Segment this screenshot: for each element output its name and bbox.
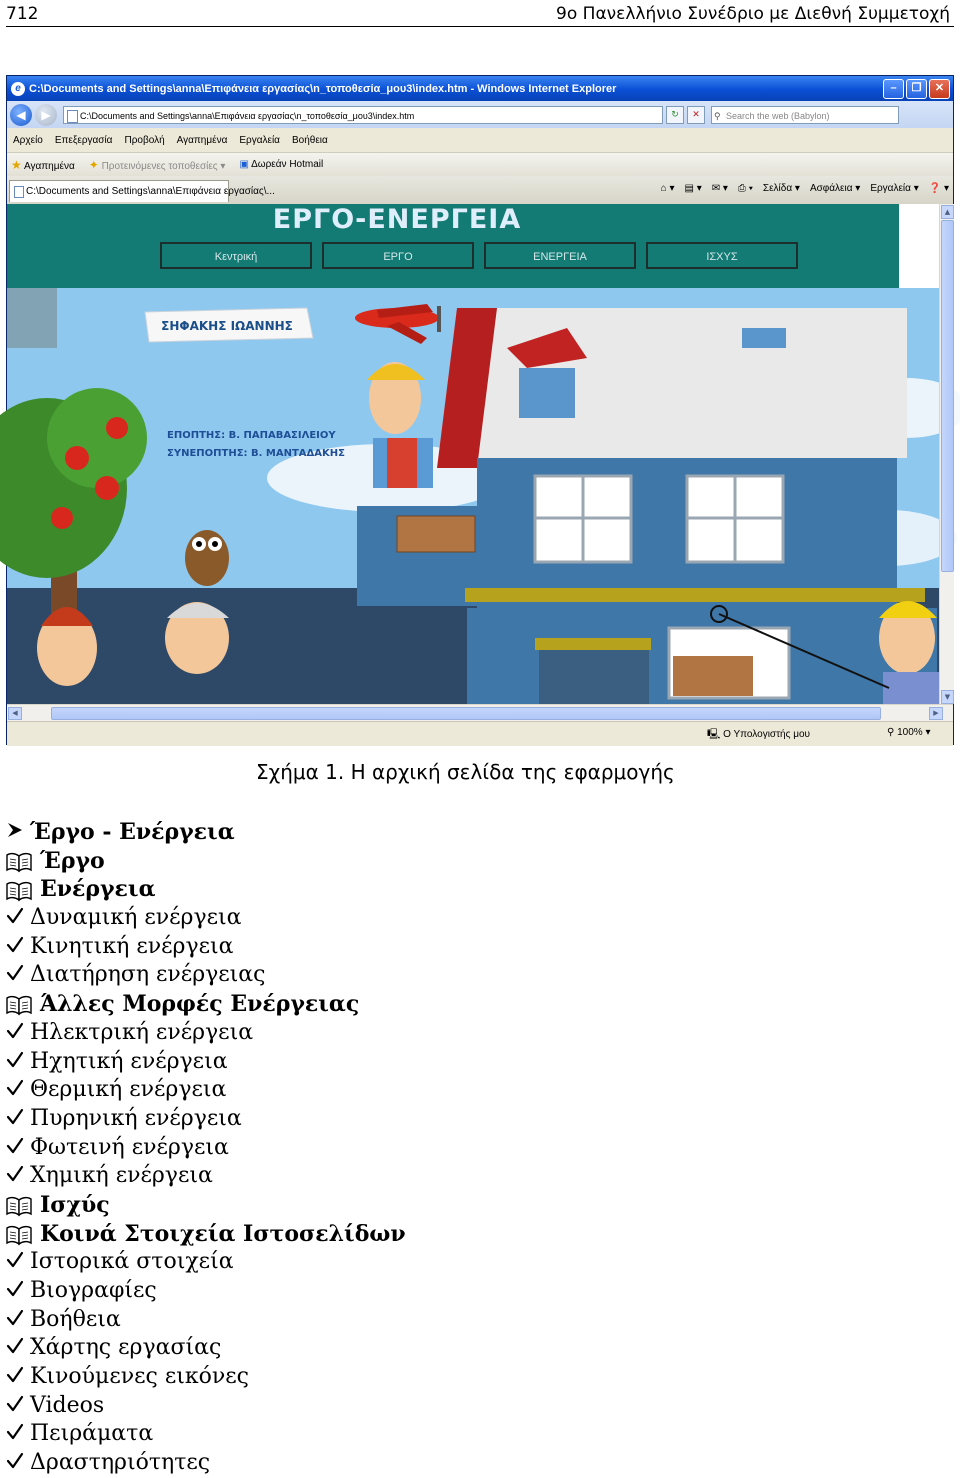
list-item	[6, 1105, 406, 1134]
site-header	[7, 204, 899, 288]
browser-tab[interactable]	[9, 180, 275, 202]
home-icon[interactable]: ⌂ ▾	[660, 183, 675, 194]
site-nav	[160, 242, 798, 269]
hotmail-icon: ▣	[239, 159, 249, 170]
list-item	[6, 1334, 406, 1363]
add-star-icon: ✦	[88, 157, 99, 172]
refresh-icon[interactable]: ↻	[666, 106, 684, 124]
check-icon	[6, 1076, 30, 1105]
stop-icon[interactable]: ✕	[687, 106, 705, 124]
list-item	[6, 1277, 406, 1306]
minimize-button[interactable]: –	[883, 79, 904, 99]
maximize-button[interactable]: ❐	[906, 79, 927, 99]
supervisor: ΕΠΟΠΤΗΣ: Β. ΠΑΠΑΒΑΣΙΛΕΙΟΥ	[167, 430, 336, 441]
list-item-text: Κινούμενες εικόνες	[30, 1364, 249, 1390]
check-icon	[6, 961, 30, 990]
page-icon	[67, 110, 78, 123]
vertical-scrollbar[interactable]	[939, 204, 954, 704]
vertical-scroll-thumb[interactable]	[941, 220, 954, 572]
list-item	[6, 1162, 406, 1191]
list-item-text: Ηχητική ενέργεια	[30, 1048, 228, 1074]
list-item-text: Πειράματα	[30, 1421, 154, 1447]
mail-icon[interactable]: ✉ ▾	[711, 183, 728, 194]
owl-icon	[185, 530, 229, 586]
running-title: 9ο Πανελλήνιο Συνέδριο με Διεθνή Συμμετοχή	[556, 4, 950, 24]
search-placeholder: Search the web (Babylon)	[726, 110, 830, 121]
tab-page-icon	[14, 186, 24, 198]
list-item-text: Χάρτης εργασίας	[30, 1335, 222, 1361]
scroll-down-icon[interactable]: ▼	[941, 690, 954, 704]
site-nav-item[interactable]: ΕΝΕΡΓΕΙΑ	[484, 242, 636, 269]
content-list	[6, 818, 406, 1478]
horizontal-scrollbar[interactable]	[7, 704, 953, 721]
book-icon	[6, 851, 34, 871]
star-icon: ★	[11, 157, 22, 172]
zoom-icon: ⚲	[887, 727, 895, 738]
list-item-text: Βοήθεια	[30, 1306, 121, 1332]
zoom-control[interactable]: ⚲ 100% ▾	[887, 727, 931, 738]
check-icon	[6, 1420, 30, 1449]
help-icon[interactable]: ❓ ▾	[928, 183, 949, 194]
list-item-text: Δραστηριότητες	[30, 1450, 211, 1476]
check-icon	[6, 1048, 30, 1077]
favorites-button[interactable]	[11, 158, 75, 172]
figure-caption: Σχήμα 1. Η αρχική σελίδα της εφαρμογής	[256, 760, 675, 784]
menu-item[interactable]: Βοήθεια	[291, 134, 328, 146]
search-input[interactable]	[711, 106, 899, 124]
site-nav-item[interactable]: Κεντρική	[160, 242, 312, 269]
menu-item[interactable]: Εργαλεία	[239, 134, 280, 146]
check-icon	[6, 1277, 30, 1306]
list-item-text: Ισχύς	[40, 1191, 110, 1218]
check-icon	[6, 1019, 30, 1048]
back-button[interactable]: ◀	[10, 104, 32, 126]
forward-button[interactable]: ▶	[35, 104, 57, 126]
feeds-icon[interactable]: ▤ ▾	[684, 183, 702, 194]
list-item-text: Έργο - Ενέργεια	[30, 819, 235, 845]
print-icon[interactable]: ⎙ ▾	[737, 183, 753, 194]
home-illustration	[7, 288, 939, 704]
list-item	[6, 961, 406, 990]
list-item	[6, 1076, 406, 1105]
list-item-text: Άλλες Μορφές Ενέργειας	[40, 991, 360, 1018]
search-icon: ⚲	[714, 110, 721, 121]
hotmail-link[interactable]	[239, 159, 323, 170]
zoom-level: 100%	[897, 727, 923, 738]
list-item	[6, 1191, 406, 1220]
list-item	[6, 1306, 406, 1335]
menu-item[interactable]: Αγαπημένα	[176, 134, 228, 146]
list-item	[6, 904, 406, 933]
site-nav-item[interactable]: ΕΡΓΟ	[322, 242, 474, 269]
book-icon	[6, 880, 34, 900]
check-icon	[6, 1306, 30, 1335]
list-item	[6, 1134, 406, 1163]
command-safety-button[interactable]: Ασφάλεια ▾	[809, 183, 861, 194]
computer-icon: 🖳	[707, 729, 721, 740]
hotmail-label: Δωρεάν Hotmail	[251, 159, 324, 170]
command-label: Σελίδα	[762, 183, 793, 194]
title-bar	[7, 76, 953, 101]
page-header	[6, 0, 954, 27]
address-input[interactable]	[63, 106, 663, 124]
check-icon	[6, 1449, 30, 1478]
check-icon	[6, 1392, 30, 1421]
header-white-strip	[899, 204, 939, 288]
menu-bar	[7, 128, 953, 152]
arrow-bullet-icon	[6, 818, 30, 847]
command-page-button[interactable]: Σελίδα ▾	[762, 183, 800, 194]
address-text: C:\Documents and Settings\anna\Επιφάνεια εργασίας\n_τοποθεσία_μου3\index.htm	[80, 110, 415, 121]
suggested-sites-button[interactable]: ✦ Προτεινόμενες τοποθεσίες ▾	[88, 157, 226, 172]
book-icon	[6, 1195, 34, 1215]
house-illustration	[437, 308, 937, 708]
co-supervisor: ΣΥΝΕΠΟΠΤΗΣ: Β. ΜΑΝΤΑΔΑΚΗΣ	[167, 448, 345, 459]
check-icon	[6, 1105, 30, 1134]
list-item	[6, 1392, 406, 1421]
horizontal-scroll-thumb[interactable]	[51, 707, 881, 720]
command-tools-button[interactable]: Εργαλεία ▾	[870, 183, 919, 194]
tab-title: C:\Documents and Settings\anna\Επιφάνεια εργασίας\...	[26, 186, 275, 197]
list-item	[6, 933, 406, 962]
list-item	[6, 1363, 406, 1392]
command-bar	[661, 183, 949, 194]
site-nav-item[interactable]: ΙΣΧΥΣ	[646, 242, 798, 269]
suggested-sites-label: Προτεινόμενες τοποθεσίες	[101, 160, 218, 172]
list-item-text: Βιογραφίες	[30, 1278, 157, 1303]
list-item	[6, 1220, 406, 1249]
list-item-text: Δυναμική ενέργεια	[30, 905, 242, 931]
list-item-text: Θερμική ενέργεια	[30, 1077, 227, 1103]
check-icon	[6, 1363, 30, 1392]
list-item	[6, 1048, 406, 1077]
list-item	[6, 1248, 406, 1277]
security-zone	[707, 727, 810, 744]
scroll-left-icon[interactable]: ◀	[8, 707, 22, 720]
address-row	[7, 101, 953, 128]
list-item-text: Κινητική ενέργεια	[30, 933, 234, 959]
list-item	[6, 847, 406, 876]
status-bar	[7, 721, 953, 746]
list-item-text: Χημική ενέργεια	[30, 1163, 213, 1189]
favorites-label: Αγαπημένα	[24, 160, 75, 172]
list-item-text: Ιστορικά στοιχεία	[30, 1249, 234, 1275]
list-item	[6, 1019, 406, 1048]
check-icon	[6, 904, 30, 933]
browser-window	[6, 75, 954, 745]
command-label: Εργαλεία	[870, 183, 911, 194]
window-title: C:\Documents and Settings\anna\Επιφάνεια εργασίας\n_τοποθεσία_μου3\index.htm - Windows Internet Explorer	[29, 82, 617, 95]
menu-item[interactable]: Προβολή	[124, 134, 165, 146]
list-item-text: Έργο	[40, 847, 105, 874]
list-item-text: Κοινά Στοιχεία Ιστοσελίδων	[40, 1220, 406, 1247]
list-item	[6, 990, 406, 1019]
list-item-text: Videos	[30, 1392, 105, 1418]
security-zone-label: Ο Υπολογιστής μου	[723, 729, 811, 740]
list-item-text: Διατήρηση ενέργειας	[30, 962, 266, 988]
book-icon	[6, 1224, 34, 1244]
command-label: Ασφάλεια	[809, 183, 853, 194]
page-number: 712	[6, 4, 39, 24]
list-item	[6, 875, 406, 904]
check-icon	[6, 1162, 30, 1191]
ie-icon: e	[11, 82, 25, 96]
list-item	[6, 1449, 406, 1478]
scroll-right-icon[interactable]: ▶	[929, 707, 943, 720]
window-controls	[883, 79, 950, 99]
close-button[interactable]: ✕	[929, 79, 950, 99]
check-icon	[6, 1248, 30, 1277]
tab-row	[7, 176, 953, 205]
list-item-text: Φωτεινή ενέργεια	[30, 1134, 229, 1160]
list-item	[6, 818, 406, 847]
favorites-bar	[7, 152, 953, 176]
scroll-up-icon[interactable]: ▲	[941, 205, 954, 219]
check-icon	[6, 1334, 30, 1363]
site-title: ΕΡΓΟ-ΕΝΕΡΓΕΙΑ	[272, 204, 522, 235]
author-name: ΣΗΦΑΚΗΣ ΙΩΑΝΝΗΣ	[161, 319, 293, 333]
web-page-viewport	[7, 204, 939, 704]
list-item-text: Ηλεκτρική ενέργεια	[30, 1019, 254, 1045]
list-item	[6, 1420, 406, 1449]
list-item-text: Πυρηνική ενέργεια	[30, 1105, 242, 1131]
check-icon	[6, 1134, 30, 1163]
menu-item[interactable]: Αρχείο	[13, 134, 43, 146]
check-icon	[6, 933, 30, 962]
menu-item[interactable]: Επεξεργασία	[54, 134, 113, 146]
list-item-text: Ενέργεια	[40, 876, 156, 903]
book-icon	[6, 994, 34, 1014]
